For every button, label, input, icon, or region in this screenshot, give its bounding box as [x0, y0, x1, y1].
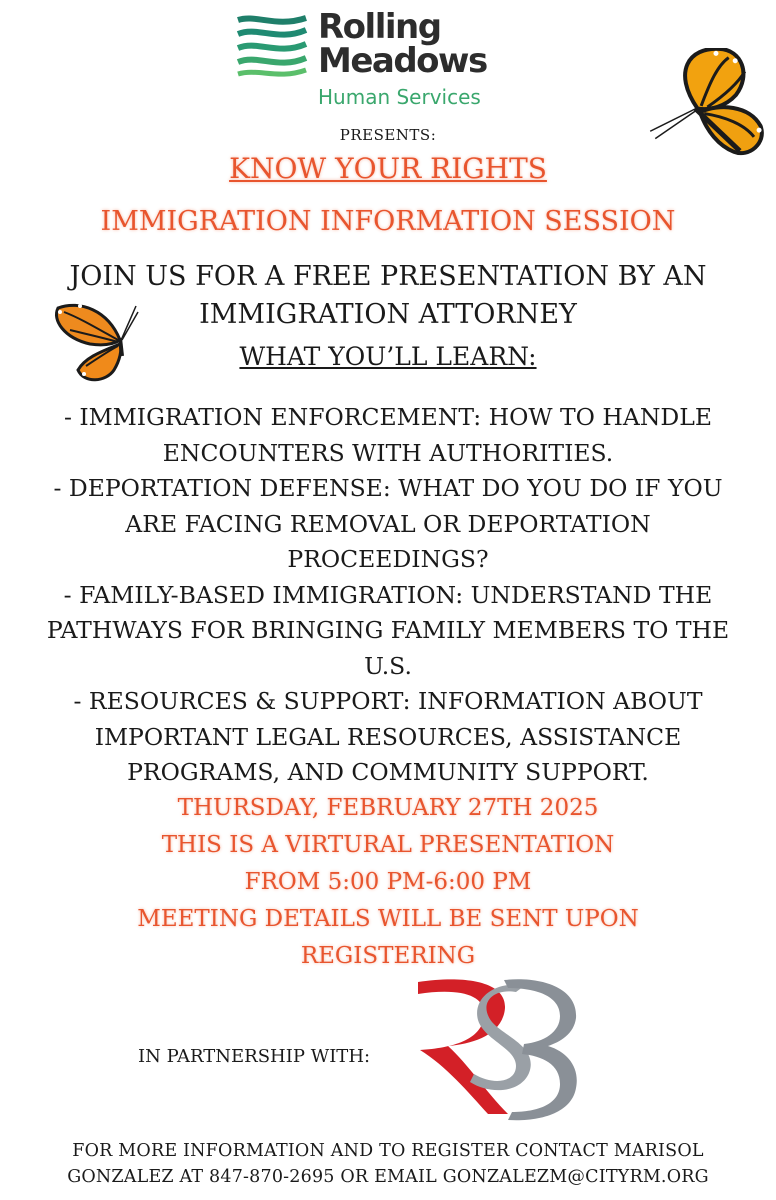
presents-label: PRESENTS:: [339, 126, 437, 144]
list-item: - RESOURCES & SUPPORT: INFORMATION ABOUT: [73, 687, 703, 715]
rolling-meadows-waves-logo: [236, 14, 308, 78]
list-item: - DEPORTATION DEFENSE: WHAT DO YOU DO IF YOU: [53, 474, 723, 502]
contact-footer: [0, 1138, 776, 1190]
event-title: KNOW YOUR RIGHTS: [229, 152, 547, 185]
event-details: [0, 790, 776, 975]
list-item: ENCOUNTERS WITH AUTHORITIES.: [162, 438, 614, 467]
list-item: - IMMIGRATION ENFORCEMENT: HOW TO HANDLE: [63, 403, 713, 431]
join-line: IMMIGRATION ATTORNEY: [199, 299, 577, 330]
list-item: PATHWAYS FOR BRINGING FAMILY MEMBERS TO THE: [46, 616, 730, 644]
learn-list: [0, 400, 776, 791]
list-item: IMPORTANT LEGAL RESOURCES, ASSISTANCE: [94, 722, 682, 751]
rolling-meadows-logo: [236, 8, 526, 108]
logo-text-line2: Meadows: [318, 41, 487, 81]
rsb-partner-logo: [412, 974, 582, 1124]
event-date: THURSDAY, FEBRUARY 27TH 2025: [177, 795, 599, 821]
partner-label: IN PARTNERSHIP WITH:: [138, 1046, 371, 1067]
join-line: JOIN US FOR A FREE PRESENTATION BY AN: [69, 261, 707, 292]
list-item: PROGRAMS, AND COMMUNITY SUPPORT.: [127, 758, 649, 786]
event-time: FROM 5:00 PM-6:00 PM: [244, 869, 532, 895]
footer-line: GONZALEZ AT 847-870-2695 OR EMAIL GONZALEZM@CITYRM.ORG: [67, 1167, 709, 1187]
learn-heading: WHAT YOU’LL LEARN:: [239, 342, 537, 371]
logo-text-line1: Rolling: [318, 7, 441, 47]
event-format: THIS IS A VIRTURAL PRESENTATION: [161, 832, 615, 858]
event-subtitle: IMMIGRATION INFORMATION SESSION: [100, 206, 676, 237]
list-item: PROCEEDINGS?: [287, 545, 489, 573]
logo-subtitle: Human Services: [318, 85, 481, 109]
event-note: REGISTERING: [300, 943, 476, 969]
list-item: - FAMILY-BASED IMMIGRATION: UNDERSTAND THE: [63, 580, 713, 609]
list-item: ARE FACING REMOVAL OR DEPORTATION: [125, 509, 651, 538]
list-item: U.S.: [364, 651, 412, 680]
footer-line: FOR MORE INFORMATION AND TO REGISTER CONTACT MARISOL: [72, 1141, 704, 1161]
event-note: MEETING DETAILS WILL BE SENT UPON: [137, 906, 639, 932]
